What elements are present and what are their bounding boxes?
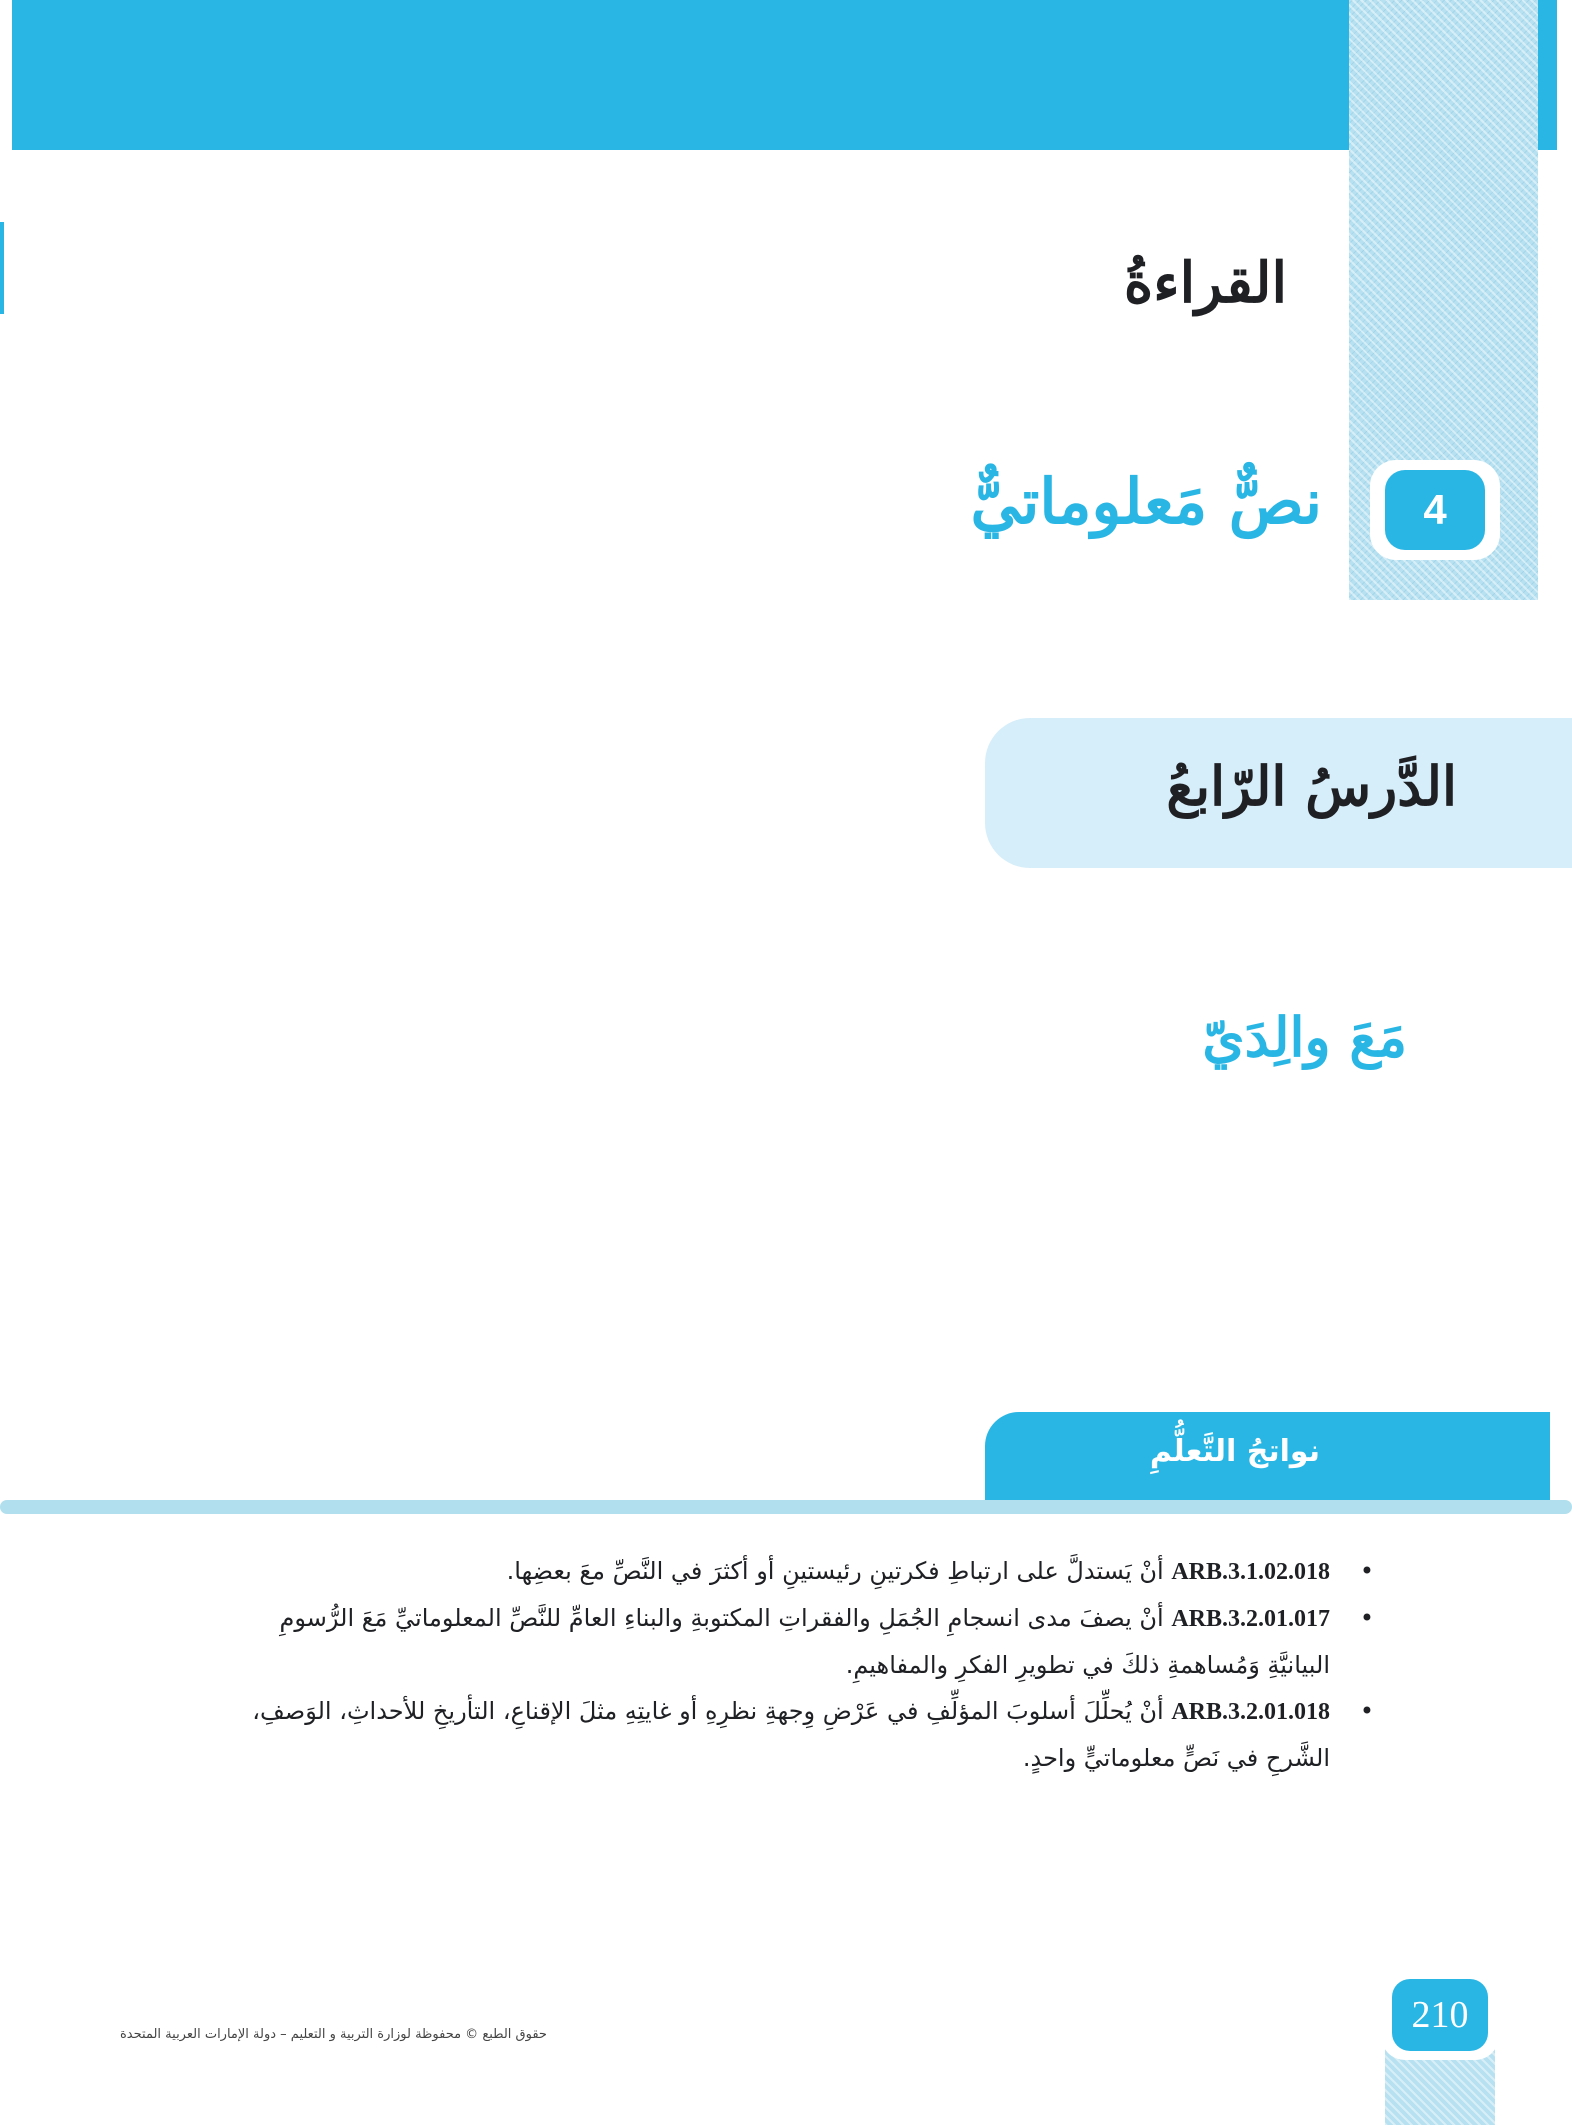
bullet-icon: • (1359, 1697, 1374, 1725)
outcome-text: أنْ يَستدلَّ على ارتباطِ فكرتينِ رئيستينِ أو أكثرَ في النَّصِّ معَ بعضِها. (506, 1557, 1164, 1585)
outcome-text: أنْ يصفَ مدى انسجامِ الجُمَلِ والفقراتِ المكتوبةِ والبناءِ العامِّ للنَّصِّ المعلوماتيِّ مَعَ الرُّسومِ البيانيَّةِ وَمُساهمةِ ذلكَ في تطويرِ الفكرِ والمفاهيمِ. (279, 1604, 1330, 1679)
outcome-text: أنْ يُحلِّلَ أسلوبَ المؤلِّفِ في عَرْضِ وِجهةِ نظرِهِ أو غايتِهِ مثلَ الإقناعِ، التأريخِ للأحداثِ، الوَصفِ، الشَّرحِ في نَصٍّ معلوماتيٍّ واحدٍ. (252, 1697, 1330, 1772)
outcome-code: ARB.3.2.01.017 (1171, 1606, 1330, 1632)
chapter-number: 4 (1385, 470, 1485, 550)
outcome-code: ARB.3.1.02.018 (1171, 1559, 1330, 1585)
learning-outcomes-heading: نواتجُ التَّعلُّمِ (1149, 1434, 1320, 1469)
outcome-item (250, 1688, 1374, 1781)
header-band (12, 0, 1557, 150)
page-number: 210 (1392, 1979, 1488, 2051)
outcome-code: ARB.3.2.01.018 (1171, 1699, 1330, 1725)
outcome-item (250, 1548, 1374, 1595)
margin-marker (0, 222, 4, 314)
copyright-footer: حقوق الطبع © محفوظة لوزارة التربية و التعليم – دولة الإمارات العربية المتحدة (120, 2027, 547, 2042)
unit-title: القراءةُ (1123, 250, 1287, 316)
reading-text-title: مَعَ والِدَيّ (1202, 1005, 1407, 1069)
chapter-number-badge (1370, 460, 1500, 560)
section-divider (0, 1500, 1572, 1514)
bullet-icon: • (1359, 1604, 1374, 1632)
lesson-banner (985, 718, 1572, 868)
outcome-item (250, 1595, 1374, 1688)
chapter-title: نصٌّ مَعلوماتيٌّ (970, 465, 1322, 538)
learning-outcomes-tab (985, 1412, 1550, 1500)
bullet-icon: • (1359, 1557, 1374, 1585)
page-number-badge (1381, 1970, 1499, 2060)
lesson-title: الدَّرسُ الرّابعُ (1166, 754, 1457, 818)
learning-outcomes-list (250, 1548, 1380, 1781)
